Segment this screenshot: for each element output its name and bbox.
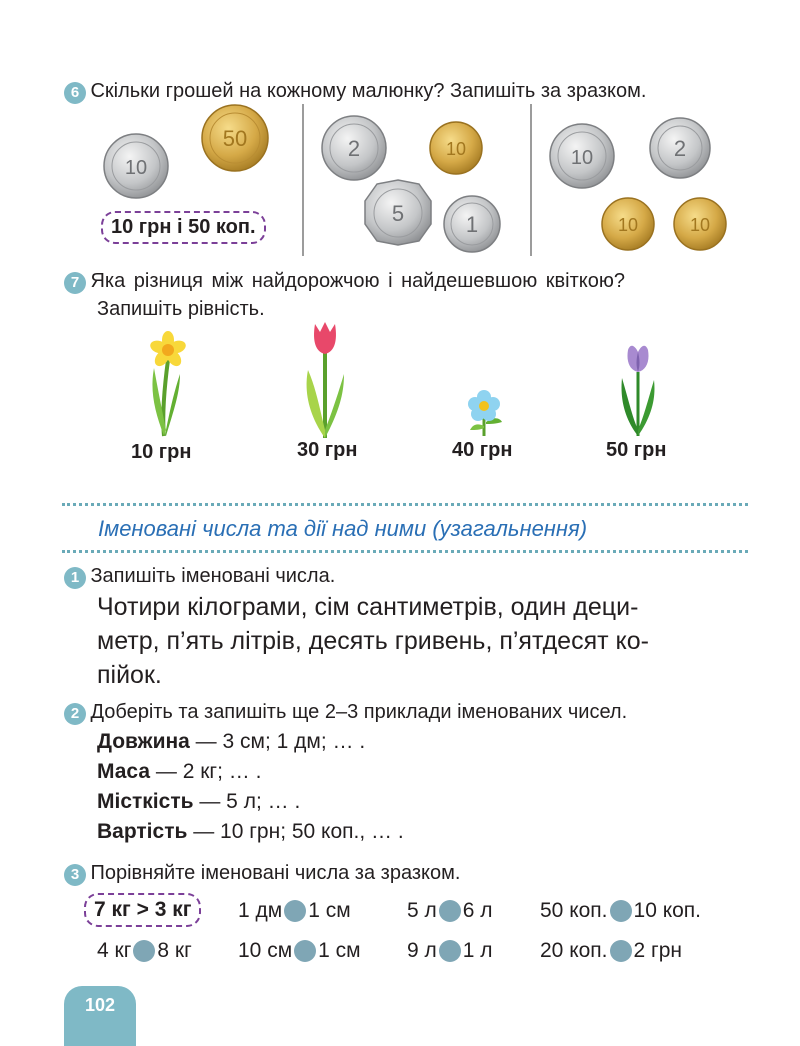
task3-pair-2-3: 9 л 1 л xyxy=(407,939,493,962)
task1-text: Запишіть іменовані числа. xyxy=(90,565,336,587)
task2-item-cost xyxy=(97,817,404,847)
task1-body xyxy=(97,590,649,692)
task6-text: Скільки грошей на кожному малюнку? Запишіть за зразком. xyxy=(90,80,647,102)
task2-list xyxy=(97,727,404,847)
price-4: 50 грн xyxy=(606,439,667,461)
task7-number: 7 xyxy=(64,272,86,294)
task3-pair-1-3: 50 коп. 10 коп. xyxy=(540,899,702,922)
coin-10-silver xyxy=(550,124,614,188)
divider-1 xyxy=(302,104,304,256)
task3-pair-1-1: 1 дм 1 см xyxy=(238,899,351,922)
section-dotline-bottom xyxy=(62,550,748,553)
task2-item-capacity xyxy=(97,787,404,817)
task2-item-length xyxy=(97,727,404,757)
compare-slot[interactable] xyxy=(284,900,306,922)
task3-sample-pill xyxy=(84,893,201,927)
term: Вартість xyxy=(97,820,188,843)
task3-text: Порівняйте іменовані числа за зразком. xyxy=(90,862,461,884)
coin-group-3 xyxy=(544,110,744,256)
task7-text-line2: Запишіть рівність. xyxy=(97,298,265,320)
task3-header xyxy=(64,860,460,886)
section-dotline-top xyxy=(62,503,748,506)
task3-number: 3 xyxy=(64,864,86,886)
coin-value: 10 xyxy=(124,157,148,179)
coin-value: 10 xyxy=(617,215,639,235)
coin-10-gold xyxy=(602,198,654,250)
task2-text: Доберіть та запишіть ще 2–3 приклади іменованих чисел. xyxy=(90,701,628,723)
rest: — 3 см; 1 дм; … . xyxy=(189,730,366,753)
task6-number: 6 xyxy=(64,82,86,104)
coin-value: 10 xyxy=(570,147,594,169)
coin-group-1 xyxy=(100,100,300,210)
tulip-icon xyxy=(300,318,350,440)
task2-header xyxy=(64,699,627,725)
coin-value: 10 xyxy=(445,139,467,159)
task3-pair-1-2: 5 л 6 л xyxy=(407,899,493,922)
coin-group-2 xyxy=(318,108,518,256)
compare-slot[interactable] xyxy=(294,940,316,962)
task3-pair-2-4: 20 коп. 2 грн xyxy=(540,939,682,962)
rest: — 2 кг; … . xyxy=(150,760,262,783)
compare-slot[interactable] xyxy=(133,940,155,962)
coin-value: 10 xyxy=(689,215,711,235)
task7-header xyxy=(64,268,754,294)
compare-slot[interactable] xyxy=(610,900,632,922)
daffodil-icon xyxy=(140,330,200,440)
term: Маса xyxy=(97,760,151,783)
page-number-tab xyxy=(64,986,136,1046)
task1-body-line3: пійок. xyxy=(97,661,162,689)
sample-answer: 10 грн і 50 коп. xyxy=(111,216,256,238)
crocus-icon xyxy=(612,342,664,438)
task7-text-line1: Яка різниця між найдорожчою і найдешевшою квіткою? xyxy=(90,270,625,292)
task1-number: 1 xyxy=(64,567,86,589)
compare-slot[interactable] xyxy=(439,900,461,922)
rest: — 10 грн; 50 коп., … . xyxy=(187,820,404,843)
task3-pair-2-1: 4 кг 8 кг xyxy=(97,939,192,962)
task1-body-line2: метр, п’ять літрів, десять гривень, п’ятдесят ко- xyxy=(97,627,649,655)
coin-2-silver xyxy=(322,116,386,180)
coin-value: 2 xyxy=(673,136,687,161)
coin-value: 50 xyxy=(222,126,248,151)
coin-value: 5 xyxy=(391,201,405,226)
task3-sample: 7 кг > 3 кг xyxy=(94,898,192,921)
coin-value: 2 xyxy=(347,136,361,161)
compare-slot[interactable] xyxy=(610,940,632,962)
small-flower-icon xyxy=(462,386,508,438)
coin-2-silver xyxy=(650,118,710,178)
coin-10-silver xyxy=(104,134,168,198)
task2-item-mass xyxy=(97,757,404,787)
coin-50-gold xyxy=(202,105,268,171)
term: Місткість xyxy=(97,790,194,813)
divider-2 xyxy=(530,104,532,256)
coin-1-silver xyxy=(444,196,500,252)
coin-5-silver xyxy=(365,180,431,245)
term: Довжина xyxy=(97,730,190,753)
coin-10-gold xyxy=(674,198,726,250)
sample-answer-pill xyxy=(101,211,266,244)
coin-value: 1 xyxy=(465,212,479,237)
compare-slot[interactable] xyxy=(439,940,461,962)
price-3: 40 грн xyxy=(452,439,513,461)
section-title: Іменовані числа та дії над ними (узагальнення) xyxy=(98,516,588,541)
coin-10-gold xyxy=(430,122,482,174)
task1-header xyxy=(64,563,335,589)
task2-number: 2 xyxy=(64,703,86,725)
task1-body-line1: Чотири кілограми, сім сантиметрів, один деци- xyxy=(97,593,639,621)
page-number: 102 xyxy=(84,995,116,1015)
price-2: 30 грн xyxy=(297,439,358,461)
price-1: 10 грн xyxy=(131,441,192,463)
rest: — 5 л; … . xyxy=(193,790,301,813)
task3-pair-2-2: 10 см 1 см xyxy=(238,939,361,962)
